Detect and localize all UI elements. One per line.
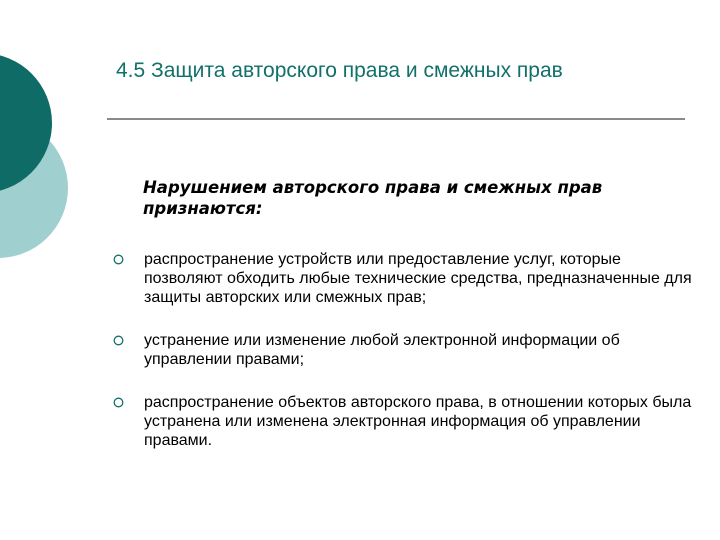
list-item-text: распространение объектов авторского права, в отношении которых была устранена или изменена электронная информация об управлении правами. xyxy=(144,394,692,449)
list-item xyxy=(113,250,693,307)
hollow-circle-bullet-icon xyxy=(113,335,124,346)
decorative-circles xyxy=(0,0,120,300)
list-item xyxy=(113,393,693,450)
hollow-circle-bullet-icon xyxy=(113,254,124,265)
list-item-text: устранение или изменение любой электронной информации об управлении правами; xyxy=(144,332,620,368)
intro-heading: Нарушением авторского права и смежных прав признаются: xyxy=(143,178,603,218)
list-item-text: распространение устройств или предоставление услуг, которые позволяют обходить любые технические средства, предназначенные для защиты авторских или смежных прав; xyxy=(144,251,692,306)
bullet-list xyxy=(113,250,693,450)
list-item xyxy=(113,331,693,369)
slide-title: 4.5 Защита авторского права и смежных прав xyxy=(116,59,563,82)
hollow-circle-bullet-icon xyxy=(113,397,124,408)
title-divider xyxy=(107,118,685,120)
